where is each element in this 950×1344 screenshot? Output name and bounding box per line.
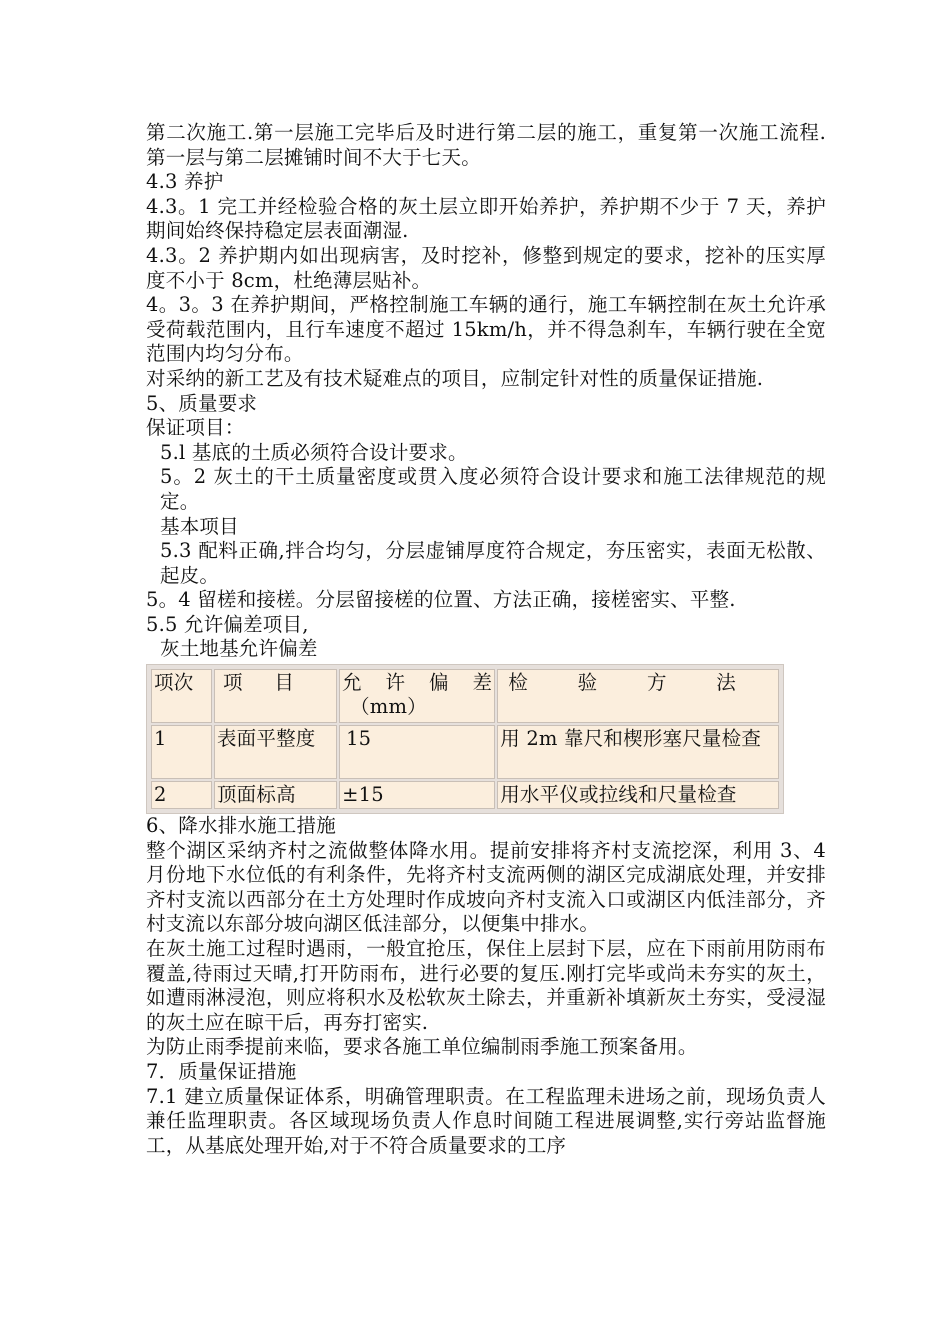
table-row <box>151 781 779 809</box>
label-guarantee-items: 保证项目： <box>146 416 245 440</box>
document-page <box>146 121 826 1158</box>
tolerance-table-frame <box>146 664 784 814</box>
header-item-char: 目 <box>274 671 295 695</box>
paragraph-second-construction: 第二次施工.第一层施工完毕后及时进行第二层的施工，重复第一次施工流程.第一层与第二层摊铺时间不大于七天。 <box>146 121 826 169</box>
paragraph-7-1: 7.1 建立质量保证体系，明确管理职责。在工程监理未进场之前，现场负责人兼任监理职责。各区域现场负责人作息时间随工程进展调整,实行旁站监督施工，从基底处理开始,对于不符合质量要求的工序 <box>146 1084 826 1157</box>
header-cell-no: 项次 <box>151 669 212 723</box>
paragraph-rain-construction: 在灰土施工过程时遇雨，一般宜抢压，保住上层封下层，应在下雨前用防雨布覆盖,待雨过天晴,打开防雨布，进行必要的复压.刚打完毕或尚未夯实的灰土，如遭雨淋浸泡，则应将积水及松软灰土除去，并重新补填新灰土夯实，受浸湿的灰土应在晾干后，再夯打密实. <box>146 937 826 1034</box>
paragraph-5-4: 5。4 留槎和接槎。分层留接槎的位置、方法正确，接槎密实、平整. <box>146 588 736 612</box>
paragraph-rain-plan: 为防止雨季提前来临，要求各施工单位编制雨季施工预案备用。 <box>146 1035 698 1059</box>
header-tolerance-char: 差 <box>472 671 493 695</box>
table-header-row <box>151 669 779 723</box>
header-item-char: 项 <box>222 671 243 695</box>
cell-tolerance: ±15 <box>339 781 495 809</box>
heading-quality-assurance: 7．质量保证措施 <box>146 1060 297 1083</box>
cell-method: 用 2m 靠尺和楔形塞尺量检查 <box>497 725 779 779</box>
header-method-char: 方 <box>646 671 667 695</box>
header-tolerance-char: 允 <box>342 671 362 695</box>
paragraph-lake-drainage: 整个湖区采纳齐村之流做整体降水用。提前安排将齐村支流挖深，利用 3、4 月份地下水位低的有利条件，先将齐村支流两侧的湖区完成湖底处理，并安排齐村支流以西部分在土方处理时作成坡向齐村支流入口或湖区内低洼部分，齐村支流以东部分坡向湖区低洼部分，以便集中排水。 <box>146 838 826 936</box>
paragraph-4-3-3: 4。3。3 在养护期间，严格控制施工车辆的通行，施工车辆控制在灰土允许承受荷载范围内，且行车速度不超过 15km/h，并不得急刹车，车辆行驶在全宽范围内均匀分布。 <box>146 293 826 366</box>
header-tolerance-char: 许 <box>385 671 406 695</box>
paragraph-5-5: 5.5 允许偏差项目, <box>146 612 309 636</box>
header-cell-tolerance <box>339 669 495 723</box>
table-caption: 灰土地基允许偏差 <box>160 637 318 661</box>
header-tolerance-char: 偏 <box>429 671 449 695</box>
cell-item: 顶面标高 <box>214 781 337 809</box>
heading-quality-requirements: 5、质量要求 <box>146 391 258 415</box>
header-tolerance-unit: （mm） <box>350 695 427 719</box>
cell-tolerance: 15 <box>339 725 495 779</box>
label-basic-items: 基本项目 <box>160 514 239 538</box>
paragraph-5-3: 5.3 配料正确,拌合均匀，分层虚铺厚度符合规定，夯压密实，表面无松散、起皮。 <box>160 539 826 587</box>
header-method-char: 检 <box>508 671 528 695</box>
heading-curing: 4.3 养护 <box>146 170 224 194</box>
cell-no: 1 <box>151 725 212 779</box>
header-cell-method <box>497 669 779 723</box>
header-cell-item <box>214 669 337 723</box>
cell-method: 用水平仪或拉线和尺量检查 <box>497 781 779 809</box>
paragraph-4-3-2: 4.3。2 养护期内如出现病害，及时挖补，修整到规定的要求，挖补的压实厚度不小于 8cm，杜绝薄层贴补。 <box>146 243 826 292</box>
cell-no: 2 <box>151 781 212 809</box>
paragraph-5-2: 5。2 灰土的干土质量密度或贯入度必须符合设计要求和施工法律规范的规定。 <box>160 465 826 513</box>
header-method-char: 验 <box>577 671 598 695</box>
cell-item: 表面平整度 <box>214 725 337 779</box>
table-row <box>151 725 779 779</box>
header-method-char: 法 <box>716 671 736 695</box>
paragraph-5-1: 5.l 基底的土质必须符合设计要求。 <box>160 440 468 464</box>
tolerance-table <box>149 667 781 811</box>
paragraph-4-3-1: 4.3。1 完工并经检验合格的灰土层立即开始养护，养护期不少于 7 天，养护期间始终保持稳定层表面潮湿. <box>146 194 826 243</box>
paragraph-new-process: 对采纳的新工艺及有技术疑难点的项目，应制定针对性的质量保证措施. <box>146 366 764 390</box>
heading-drainage: 6、降水排水施工措施 <box>146 814 336 838</box>
